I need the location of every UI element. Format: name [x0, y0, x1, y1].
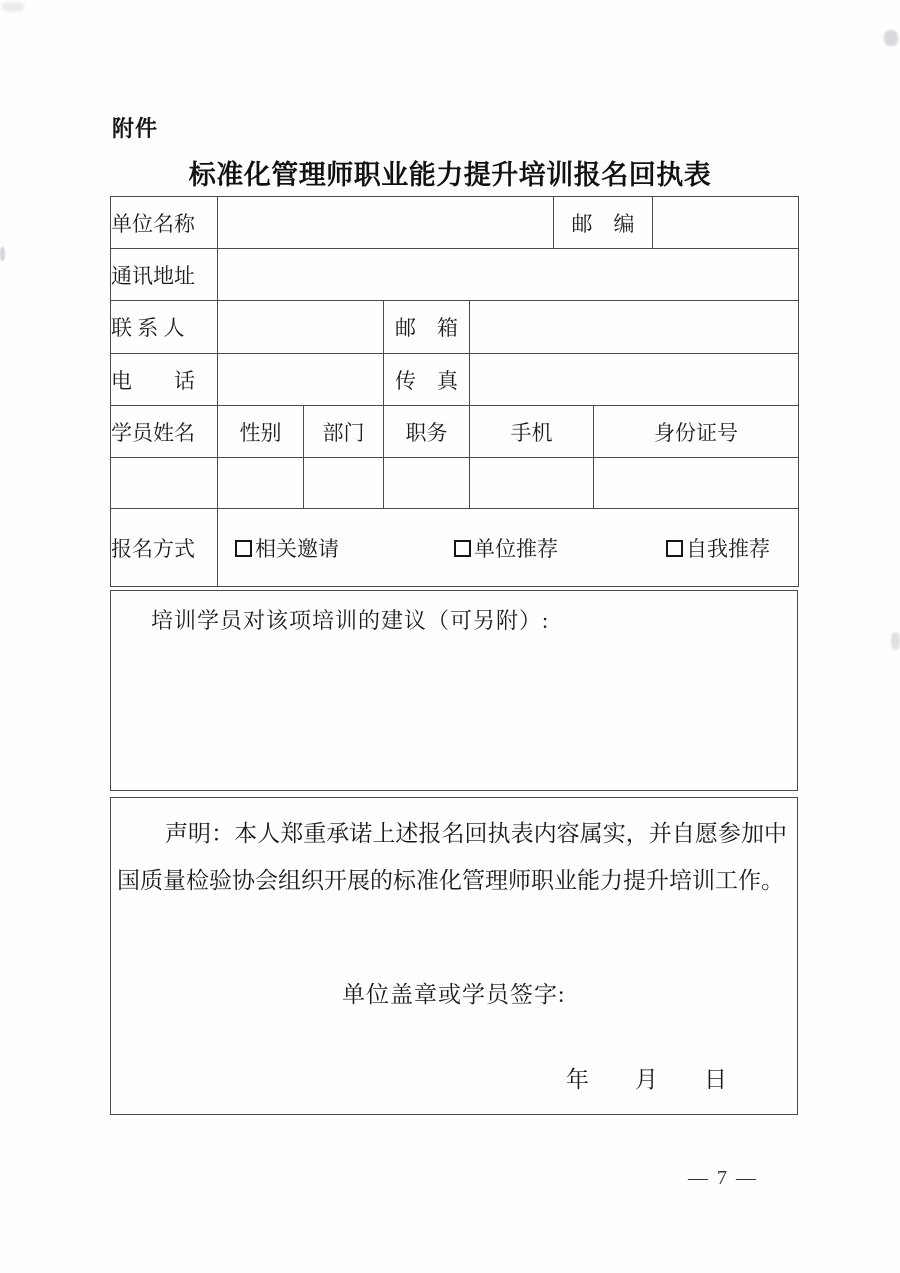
fax-label: 传 真 — [384, 354, 470, 406]
checkbox-icon — [454, 540, 471, 557]
registration-method-row — [111, 509, 799, 587]
option-unit-recommend — [454, 533, 558, 563]
address-field — [218, 249, 799, 301]
option-self-recommend-label: 自我推荐 — [686, 536, 770, 561]
trainee-name-field — [111, 458, 218, 509]
checkbox-icon — [666, 540, 683, 557]
option-invitation-label: 相关邀请 — [255, 536, 339, 561]
scan-artifact — [0, 247, 5, 261]
date-label: 年 月 日 — [566, 1067, 727, 1092]
table-row — [111, 354, 799, 406]
trainee-header-row — [111, 406, 799, 458]
attachment-label: 附件 — [112, 116, 159, 141]
id-number-field — [594, 458, 799, 509]
trainee-empty-row — [111, 458, 799, 509]
contact-label: 联 系 人 — [111, 301, 218, 354]
gender-header: 性别 — [218, 406, 304, 458]
scan-artifact — [2, 2, 24, 12]
address-label: 通讯地址 — [111, 249, 218, 301]
option-self-recommend — [666, 533, 770, 563]
table-row — [111, 197, 799, 249]
table-row — [111, 249, 799, 301]
department-field — [304, 458, 384, 509]
table-row — [111, 301, 799, 354]
option-unit-recommend-label: 单位推荐 — [474, 536, 558, 561]
email-field — [470, 301, 799, 354]
department-header: 部门 — [304, 406, 384, 458]
scan-artifact — [884, 30, 898, 46]
mobile-field — [470, 458, 594, 509]
fax-field — [470, 354, 799, 406]
postal-code-field — [653, 197, 799, 249]
registration-form-table — [110, 196, 799, 587]
scan-artifact — [891, 632, 900, 650]
suggestion-box — [110, 590, 798, 791]
mobile-header: 手机 — [470, 406, 594, 458]
contact-field — [218, 301, 384, 354]
position-header: 职务 — [384, 406, 470, 458]
position-field — [384, 458, 470, 509]
id-number-header: 身份证号 — [594, 406, 799, 458]
declaration-text: 声明：本人郑重承诺上述报名回执表内容属实，并自愿参加中国质量检验协会组织开展的标准化管理师职业能力提升培训工作。 — [117, 821, 787, 893]
page-number: — 7 — — [688, 1167, 758, 1189]
phone-label: 电 话 — [111, 354, 218, 406]
email-label: 邮 箱 — [384, 301, 470, 354]
postal-code-label: 邮 编 — [554, 197, 653, 249]
registration-method-label: 报名方式 — [111, 509, 218, 587]
unit-name-label: 单位名称 — [111, 197, 218, 249]
phone-field — [218, 354, 384, 406]
gender-field — [218, 458, 304, 509]
registration-options-cell — [218, 509, 799, 587]
option-invitation — [235, 533, 339, 563]
trainee-name-header: 学员姓名 — [111, 406, 218, 458]
checkbox-icon — [235, 540, 252, 557]
unit-name-field — [218, 197, 554, 249]
signature-label: 单位盖章或学员签字: — [342, 982, 566, 1007]
declaration-box — [110, 797, 798, 1115]
suggestion-label: 培训学员对该项培训的建议（可另附）: — [151, 608, 550, 633]
page-title: 标准化管理师职业能力提升培训报名回执表 — [188, 160, 712, 190]
